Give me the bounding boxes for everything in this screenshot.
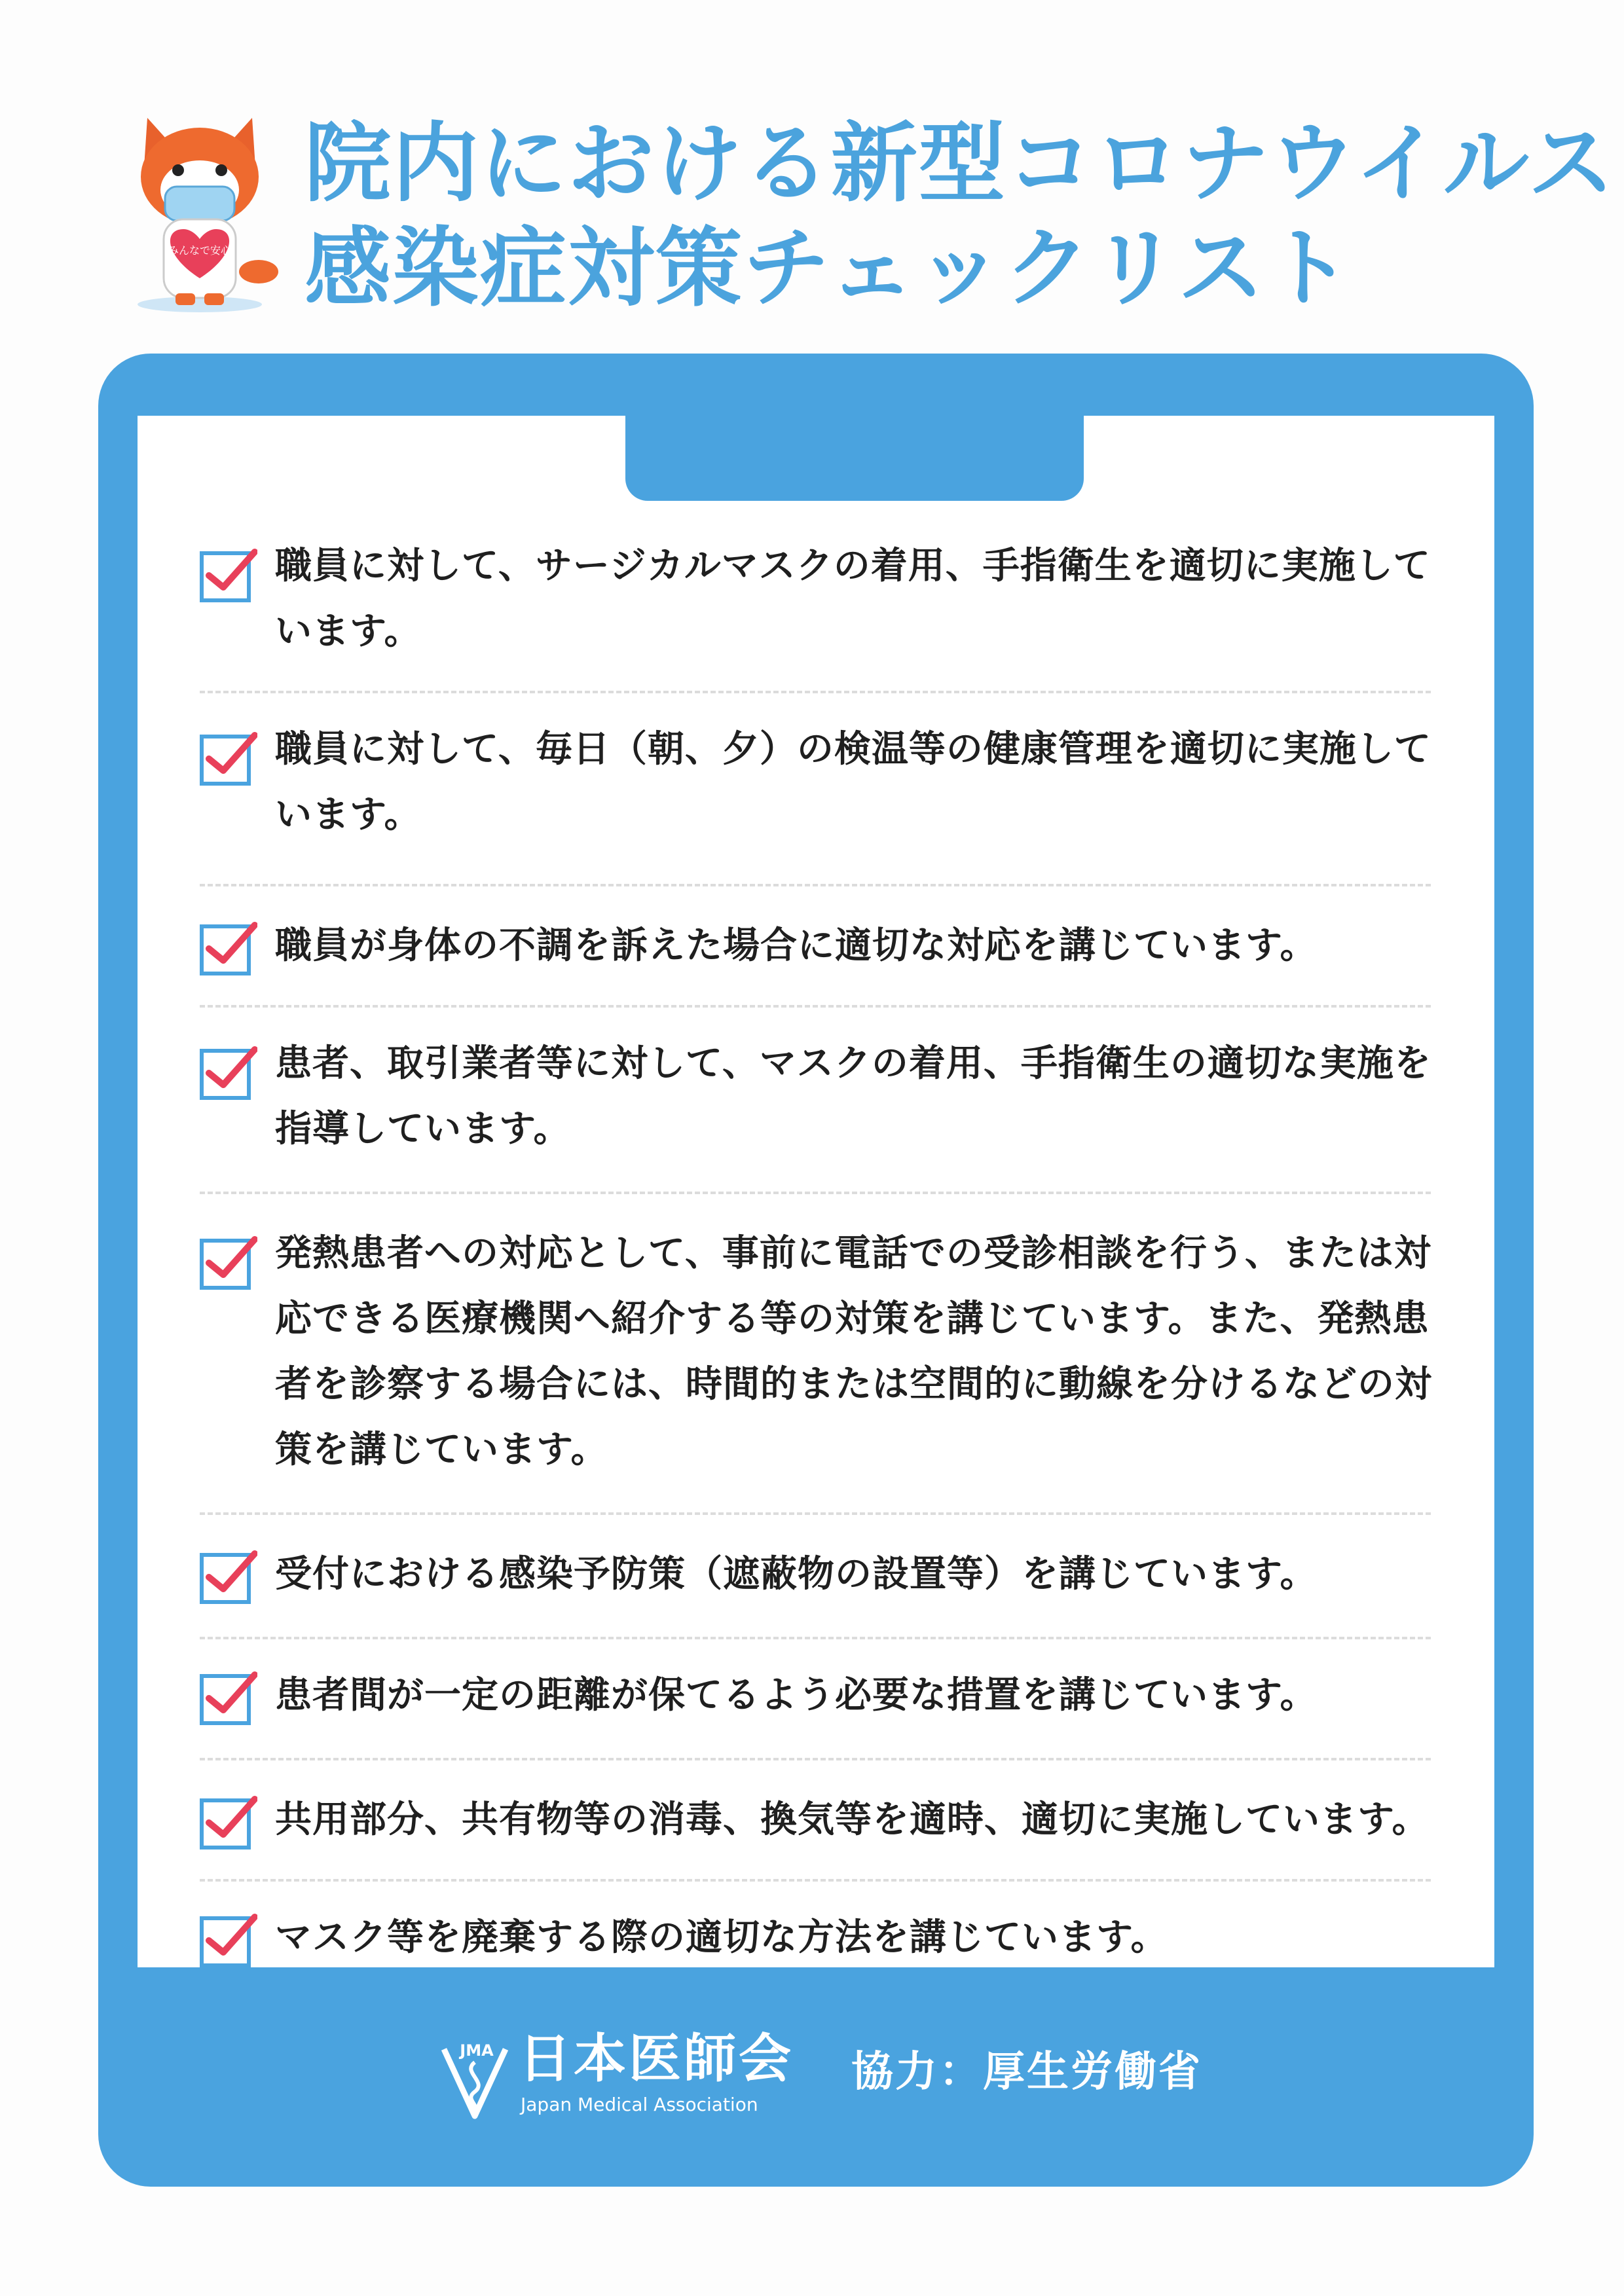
checklist-item[interactable] (138, 1663, 1494, 1728)
checklist-item[interactable] (138, 1787, 1494, 1853)
checklist-item[interactable] (138, 1221, 1494, 1483)
checklist-item-text: マスク等を廃棄する際の適切な方法を講じています。 (275, 1916, 1168, 1959)
checklist-item[interactable] (138, 717, 1494, 848)
checklist-item-text: 発熱患者への対応として、事前に電話での受診相談を行う、または対応できる医療機関へ紹介する等の対策を講じています。また、発熱患者を診察する場合には、時間的または空間的に動線を分けるなどの対策を講じています。 (275, 1232, 1432, 1471)
checkbox-checked-icon[interactable] (200, 1793, 257, 1850)
checkbox-checked-icon[interactable] (200, 1910, 257, 1968)
checklist-board (98, 354, 1534, 2187)
divider (200, 1192, 1431, 1194)
checkbox-checked-icon[interactable] (200, 1547, 257, 1605)
jma-logo-icon (439, 2036, 511, 2121)
checklist-item-text: 職員に対して、毎日（朝、夕）の検温等の健康管理を適切に実施しています。 (275, 728, 1431, 836)
checklist-item-text: 受付における感染予防策（遮蔽物の設置等）を講じています。 (275, 1553, 1318, 1595)
page-title-line-2: 感染症対策チェックリスト (304, 218, 1354, 319)
checkbox-checked-icon[interactable] (200, 1233, 257, 1290)
checklist-item-text: 職員に対して、サージカルマスクの着用、手指衛生を適切に実施しています。 (275, 545, 1431, 653)
checkbox-checked-icon[interactable] (200, 1043, 257, 1101)
checklist-item-text: 患者、取引業者等に対して、マスクの着用、手指衛生の適切な実施を指導しています。 (275, 1042, 1431, 1150)
checklist (138, 416, 1494, 1967)
divider (200, 1512, 1431, 1515)
checkbox-checked-icon[interactable] (200, 919, 257, 976)
checklist-panel (138, 416, 1494, 1967)
checklist-item[interactable] (138, 1905, 1494, 1971)
jma-logo-mark: JMA (460, 2041, 494, 2060)
footer (98, 2010, 1534, 2128)
divider (200, 1005, 1431, 1008)
divider (200, 1637, 1431, 1639)
header (118, 105, 1616, 319)
cooperation-credit: 協力：厚生労働省 (851, 2048, 1202, 2096)
org-name-ja: 日本医師会 (519, 2028, 794, 2089)
checkbox-checked-icon[interactable] (200, 545, 257, 603)
divider (200, 1758, 1431, 1760)
divider (200, 884, 1431, 886)
checklist-item[interactable] (138, 1542, 1494, 1607)
checklist-item-text: 患者間が一定の距離が保てるよう必要な措置を講じています。 (275, 1674, 1318, 1717)
divider (200, 691, 1431, 693)
org-name-en: Japan Medical Association (521, 2094, 758, 2115)
fox-mascot-icon (118, 105, 282, 314)
checklist-item[interactable] (138, 534, 1494, 665)
checkbox-checked-icon[interactable] (200, 1668, 257, 1726)
checklist-item-text: 職員が身体の不調を訴えた場合に適切な対応を講じています。 (275, 924, 1318, 967)
page-title-line-1: 院内における新型コロナウイルス (304, 113, 1616, 214)
checkbox-checked-icon[interactable] (200, 729, 257, 786)
mascot-badge-text: みんなで安心 (168, 244, 232, 257)
page-title (304, 111, 1615, 321)
checklist-item[interactable] (138, 1031, 1494, 1162)
checklist-item-text: 共用部分、共有物等の消毒、換気等を適時、適切に実施しています。 (275, 1798, 1430, 1841)
divider (200, 1879, 1431, 1882)
checklist-item[interactable] (138, 913, 1494, 979)
